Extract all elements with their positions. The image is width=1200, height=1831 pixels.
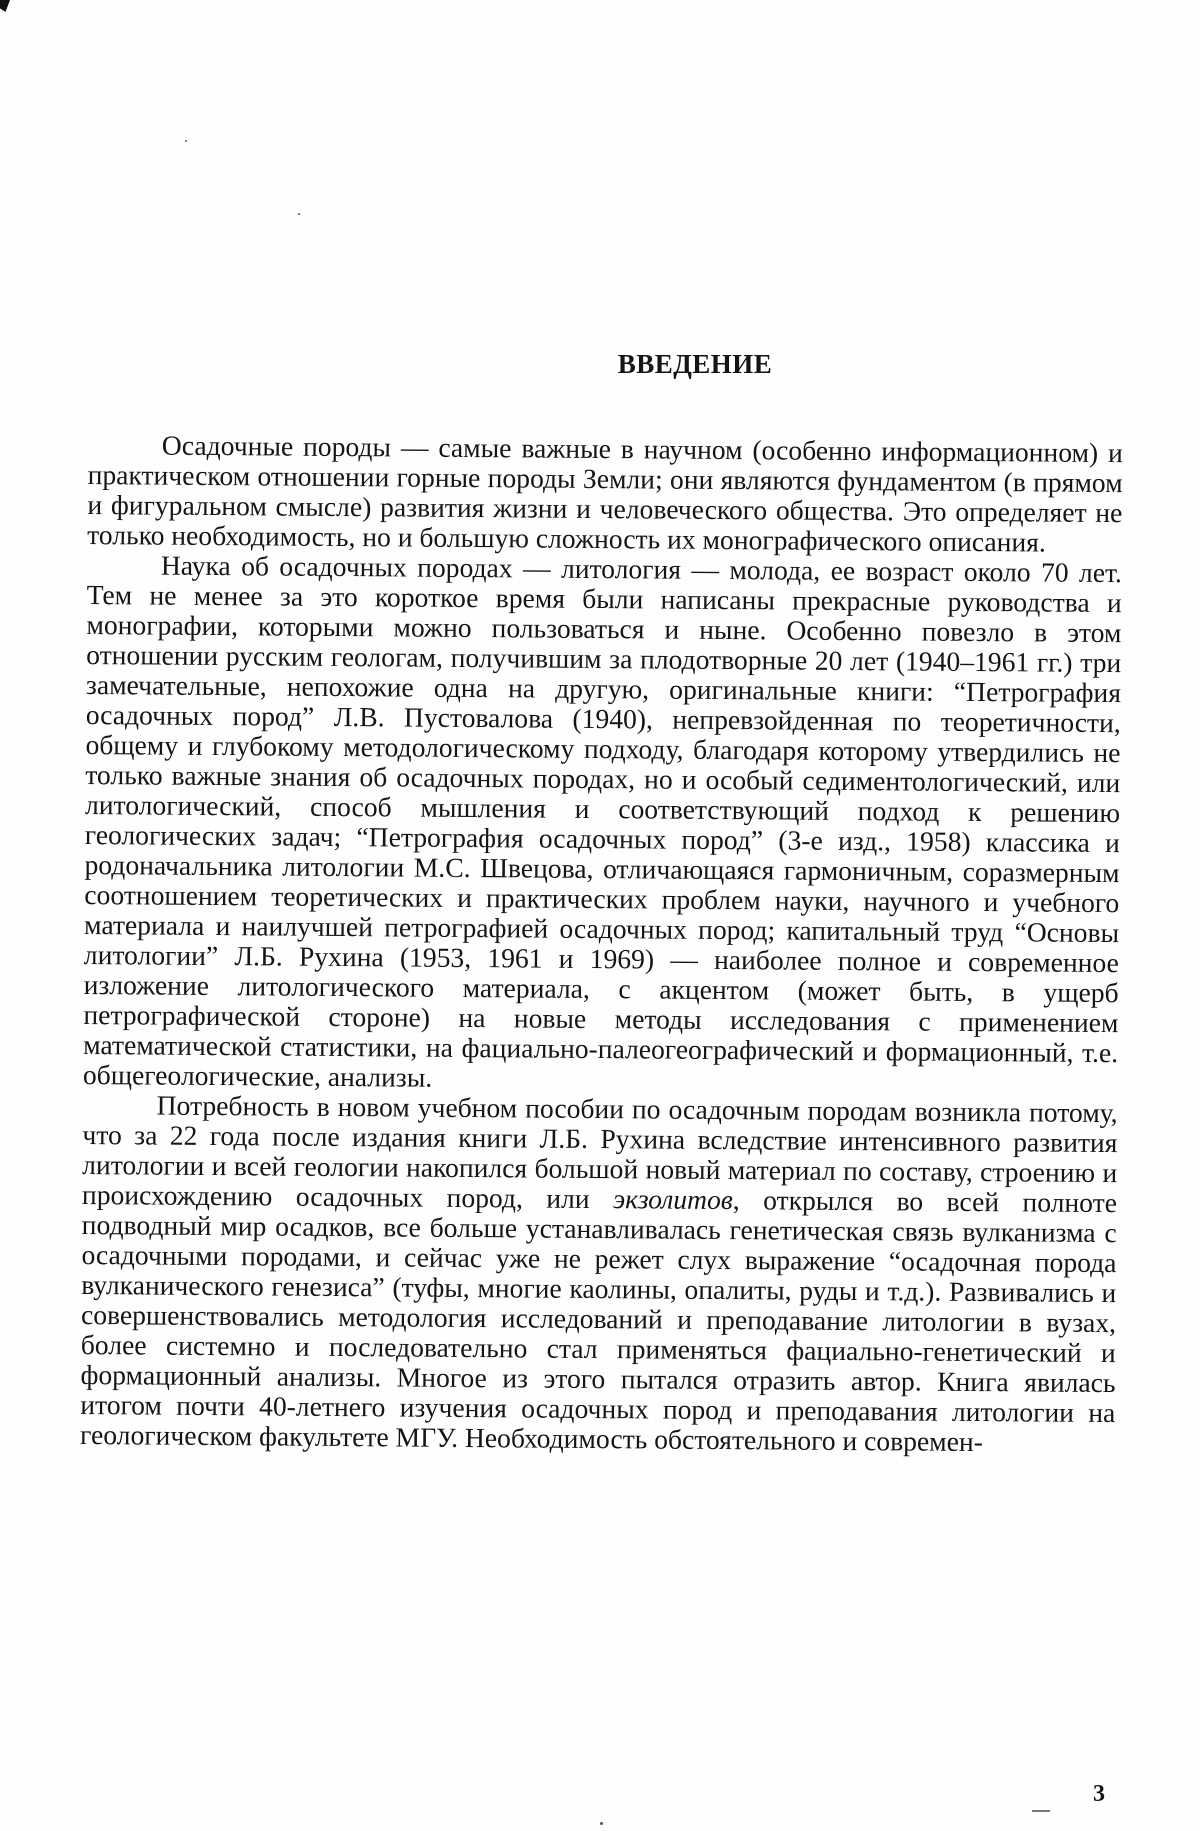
paragraph-1: Осадочные породы — самые важные в научном (особенно информационном) и практическом отношении горные породы Земли; они являются фундаментом (в прямом и фигуральном смысле) развития жизни и человеческого общества. Это определяет не только необходимость, но и большую сложность их монографического описания. [87,429,1123,558]
page-number: 3 [1093,1781,1105,1807]
body-text [80,430,1123,1458]
scan-speck [600,1822,603,1825]
scan-dash-mark [1032,1810,1050,1812]
paragraph-3-start: Потребность в новом учебном пособии по осадочным породам возникла потому, что за 22 года после издания книги Л.Б. Рухина вследствие интенсивного развития литологии и всей геологии накопился большой новый материал по составу, строению и происхождению осадочных пород, или [81,1089,1118,1215]
paragraph-2: Наука об осадочных породах — литология — молода, ее возраст около 70 лет. Тем не менее за это короткое время были написаны прекрасные руководства и монографии, которыми можно пользоваться и ныне. Особенно повезло в этом отношении русским геологам, получившим за плодотворные 20 лет (1940–1961 гг.) три замечательные, непохожие одна на другую, оригинальные книги: “Петрография осадочных пород” Л.В. Пустовалова (1940), непревзойденная по теоретичности, общему и глубокому методологическому подходу, благодаря которому утвердились не только важные знания об осадочных породах, но и особый седиментологический, или литологический, способ мышления и соответствующий подход к решению геологических задач; “Петрография осадочных пород” (3-е изд., 1958) классика и родоначальника литологии М.С. Швецова, отличающаяся гармоничным, соразмерным соотношением теоретических и практических проблем науки, научного и учебного материала и наилучшей петрографией осадочных пород; капитальный труд “Основы литологии” Л.Б. Рухина (1953, 1961 и 1969) — наиболее полное и современное изложение литологического материала, с акцентом (может быть, в ущерб петрографической стороне) на новые методы исследования с применением математической статистики, на фациально-палеогеографический и формационный, т.е. общегеологические, анализы. [82,549,1123,1093]
scan-corner-mark [0,0,10,12]
chapter-heading: ВВЕДЕНИЕ [617,349,773,380]
scan-speck [185,140,187,142]
emphasized-term: экзолитов [612,1183,733,1216]
paragraph-3 [80,1090,1118,1458]
paragraph-3-end: , открылся во всей полноте подводный мир осадков, все больше устанавливалась генетическая связь вулканизма с осадочными породами, и сейчас уже не режет слух выражение “осадочная порода вулканического генезиса” (туфы, многие каолины, опалиты, руды и т.д.). Развивались и совершенствовались методология исследований и преподавание литологии в вузах, более системно и последовательно стал применяться фациально-генетический и формационный анализы. Многое из этого пытался отразить автор. Книга явилась итогом почти 40-летнего изучения осадочных пород и преподавания литологии на геологическом факультете МГУ. Необходимость обстоятельного и современ- [79,1184,1118,1458]
scan-speck [298,213,300,215]
